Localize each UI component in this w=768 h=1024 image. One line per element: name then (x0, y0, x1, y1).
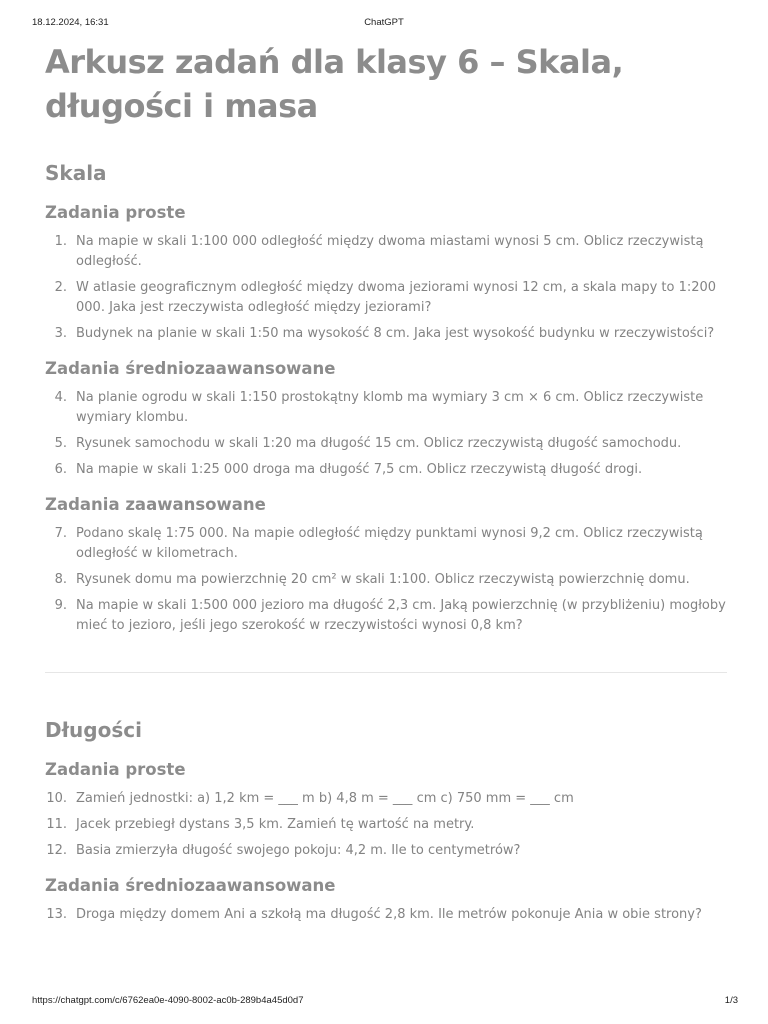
task-text: Basia zmierzyła długość swojego pokoju: 4,2 m. Ile to centymetrów? (76, 843, 521, 858)
print-page-number: 1/3 (724, 995, 738, 1006)
task-item (45, 524, 727, 564)
task-number: 2. (54, 280, 67, 295)
task-item (45, 324, 727, 344)
task-number: 1. (54, 234, 67, 249)
section-title-dlugosci: Długości (45, 718, 142, 742)
group-title-dlugosci-srednio: Zadania średniozaawansowane (45, 876, 336, 895)
section-title-skala: Skala (45, 161, 107, 185)
task-number: 9. (54, 598, 67, 613)
task-number: 3. (54, 326, 67, 341)
document-title: Arkusz zadań dla klasy 6 – Skala, długości i masa (45, 43, 624, 125)
task-text: Droga między domem Ani a szkołą ma długość 2,8 km. Ile metrów pokonuje Ania w obie strony? (76, 907, 702, 922)
task-list-dlugosci-srednio (45, 905, 727, 925)
task-text: Podano skalę 1:75 000. Na mapie odległość między punktami wynosi 9,2 cm. Oblicz rzeczywistą odległość w kilometrach. (76, 526, 703, 561)
task-list-skala-srednio (45, 388, 727, 480)
print-url: https://chatgpt.com/c/6762ea0e-4090-8002-ac0b-289b4a45d0d7 (32, 995, 304, 1006)
print-header (0, 17, 768, 31)
task-number: 12. (46, 843, 67, 858)
task-list-dlugosci-proste (45, 789, 727, 861)
task-number: 6. (54, 462, 67, 477)
task-item (45, 789, 727, 809)
task-text: Zamień jednostki: a) 1,2 km = ___ m b) 4,8 m = ___ cm c) 750 mm = ___ cm (76, 791, 574, 806)
task-number: 4. (54, 390, 67, 405)
group-title-skala-srednio: Zadania średniozaawansowane (45, 359, 336, 378)
document-content (45, 40, 727, 931)
task-text: Rysunek samochodu w skali 1:20 ma długość 15 cm. Oblicz rzeczywistą długość samochodu. (76, 436, 682, 451)
task-item (45, 815, 727, 835)
print-datetime: 18.12.2024, 16:31 (32, 17, 109, 28)
task-number: 10. (46, 791, 67, 806)
task-item (45, 596, 727, 636)
task-number: 13. (46, 907, 67, 922)
task-item (45, 232, 727, 272)
group-title-skala-zaawansowane: Zadania zaawansowane (45, 495, 266, 514)
task-number: 11. (46, 817, 67, 832)
group-title-dlugosci-proste: Zadania proste (45, 760, 186, 779)
task-item (45, 570, 727, 590)
task-item (45, 905, 727, 925)
group-title-skala-proste: Zadania proste (45, 203, 186, 222)
task-item (45, 278, 727, 318)
task-text: Rysunek domu ma powierzchnię 20 cm² w skali 1:100. Oblicz rzeczywistą powierzchnię domu. (76, 572, 690, 587)
task-text: Budynek na planie w skali 1:50 ma wysokość 8 cm. Jaka jest wysokość budynku w rzeczywistości? (76, 326, 715, 341)
task-number: 8. (54, 572, 67, 587)
task-item (45, 388, 727, 428)
task-text: Na mapie w skali 1:100 000 odległość między dwoma miastami wynosi 5 cm. Oblicz rzeczywistą odległość. (76, 234, 704, 269)
task-text: Na mapie w skali 1:25 000 droga ma długość 7,5 cm. Oblicz rzeczywistą długość drogi. (76, 462, 643, 477)
task-item (45, 841, 727, 861)
task-text: Jacek przebiegł dystans 3,5 km. Zamień tę wartość na metry. (76, 817, 475, 832)
task-item (45, 460, 727, 480)
task-text: W atlasie geograficznym odległość między dwoma jeziorami wynosi 12 cm, a skala mapy to 1:200 000. Jaka jest rzeczywista odległość między jeziorami? (76, 280, 717, 315)
task-number: 7. (54, 526, 67, 541)
task-list-skala-proste (45, 232, 727, 344)
task-item (45, 434, 727, 454)
section-divider (45, 672, 727, 673)
task-list-skala-zaawansowane (45, 524, 727, 636)
task-text: Na planie ogrodu w skali 1:150 prostokątny klomb ma wymiary 3 cm × 6 cm. Oblicz rzeczywiste wymiary klombu. (76, 390, 704, 425)
print-app-title: ChatGPT (364, 17, 404, 28)
print-footer (0, 995, 768, 1009)
task-text: Na mapie w skali 1:500 000 jezioro ma długość 2,3 cm. Jaką powierzchnię (w przybliżeniu) mogłoby mieć to jezioro, jeśli jego szerokość w rzeczywistości wynosi 0,8 km? (76, 598, 726, 633)
task-number: 5. (54, 436, 67, 451)
